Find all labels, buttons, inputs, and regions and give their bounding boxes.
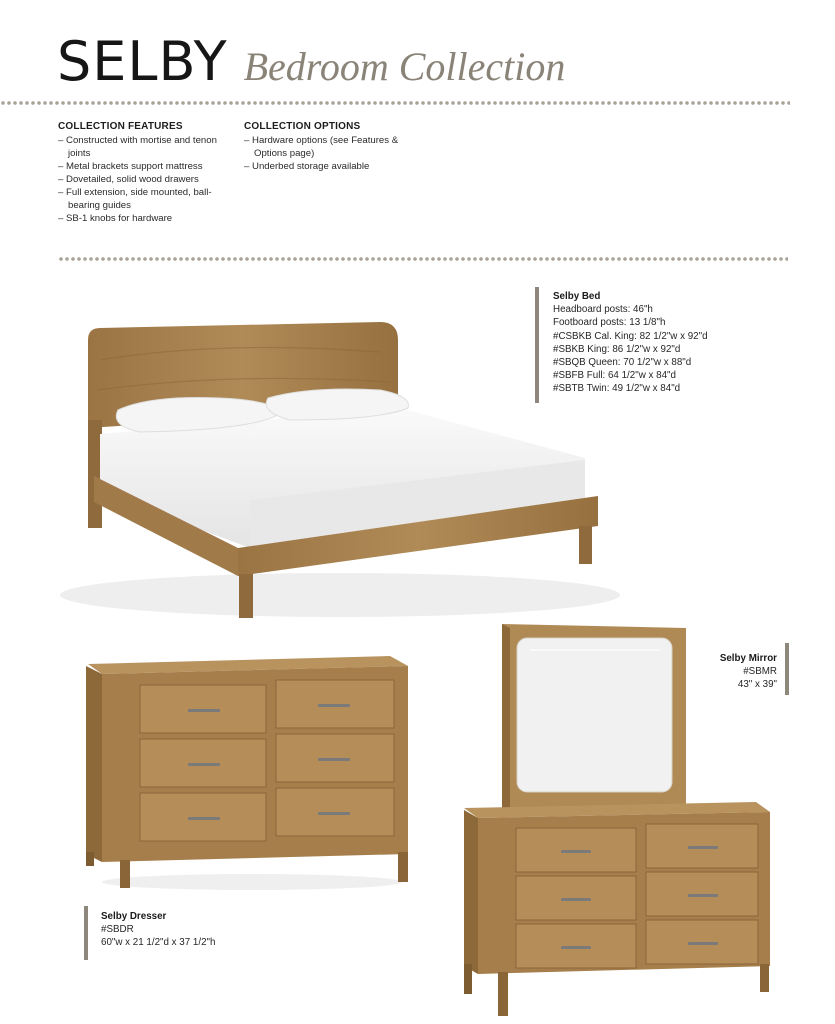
mirror-code: #SBMR xyxy=(743,666,777,678)
page-title xyxy=(57,30,565,94)
collection-features xyxy=(58,120,228,225)
bed-name: Selby Bed xyxy=(553,291,601,302)
dresser-info-bar xyxy=(84,906,88,960)
top-divider xyxy=(0,99,790,107)
bed-spec-line: Headboard posts: 46"h xyxy=(553,304,653,316)
dresser-code: #SBDR xyxy=(101,924,134,936)
dresser-info xyxy=(101,910,215,950)
option-item: – Underbed storage available xyxy=(244,160,419,173)
feature-item: – SB-1 knobs for hardware xyxy=(58,212,228,225)
bed-image xyxy=(20,300,620,630)
mirror-dims: 43" x 39" xyxy=(737,679,777,691)
bed-spec-line: #SBTB Twin: 49 1/2"w x 84"d xyxy=(553,383,681,395)
features-heading: COLLECTION FEATURES xyxy=(58,121,183,132)
collection-brand: SELBY xyxy=(57,30,228,93)
collection-subtitle: Bedroom Collection xyxy=(243,44,566,89)
bed-spec-line: #CSBKB Cal. King: 82 1/2"w x 92"d xyxy=(553,330,708,342)
bed-spec-line: #SBKB King: 86 1/2"w x 92"d xyxy=(553,343,681,355)
bed-spec-line: #SBFB Full: 64 1/2"w x 84"d xyxy=(553,370,676,382)
bed-spec-line: Footboard posts: 13 1/8"h xyxy=(553,317,666,329)
mirror-info-bar xyxy=(785,643,789,695)
feature-item: – Full extension, side mounted, ball-bearing guides xyxy=(58,186,228,212)
bed-spec-line: #SBQB Queen: 70 1/2"w x 88"d xyxy=(553,357,692,369)
dresser-dims: 60"w x 21 1/2"d x 37 1/2"h xyxy=(101,937,216,949)
dresser-image xyxy=(82,652,414,892)
dresser-mirror-image xyxy=(460,620,780,1020)
features-divider xyxy=(58,255,788,263)
feature-item: – Metal brackets support mattress xyxy=(58,160,228,173)
mirror-name: Selby Mirror xyxy=(719,653,777,664)
dresser-name: Selby Dresser xyxy=(101,911,167,922)
options-heading: COLLECTION OPTIONS xyxy=(244,121,361,132)
feature-item: – Constructed with mortise and tenon joints xyxy=(58,134,228,160)
feature-item: – Dovetailed, solid wood drawers xyxy=(58,173,228,186)
option-item: – Hardware options (see Features & Options page) xyxy=(244,134,419,160)
collection-options xyxy=(244,120,419,173)
